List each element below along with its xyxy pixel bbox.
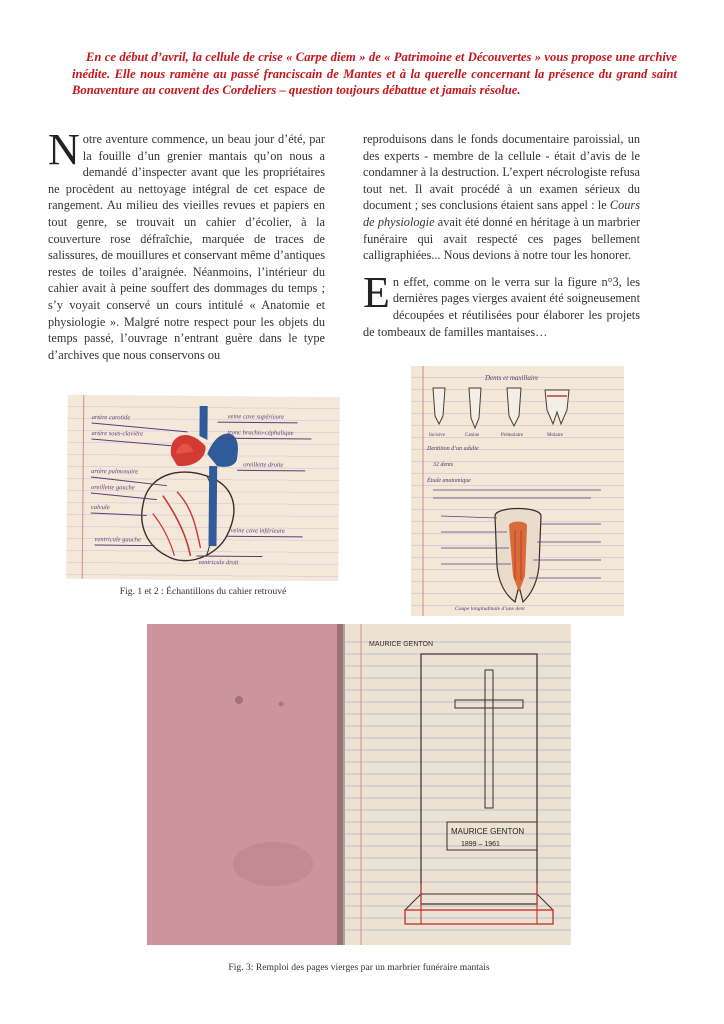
fig2-note-1: 32 dents — [433, 462, 454, 468]
heart-drawing — [66, 395, 340, 581]
tooth-drawing — [411, 366, 624, 616]
article-paragraph-2-text-b: avait été donné en héritage à un marbrier funéraire qui avait respecté ces pages bellement calligraphiées... Nous devions à notre tour les honorer. — [363, 214, 641, 263]
tomb-notebook-photo — [147, 624, 571, 945]
fig3-plaque-dates: 1899 – 1961 — [461, 841, 500, 848]
fig1-label-right-2: oreillette droite — [243, 461, 284, 469]
fig3-plaque-name: MAURICE GENTON — [451, 827, 525, 836]
article-paragraph-2 — [363, 131, 640, 264]
fig1-label-right-4: ventricule droit — [198, 558, 239, 567]
figure-3-tomb — [147, 624, 571, 945]
caption-fig-3: Fig. 3: Remploi des pages vierges par un marbrier funéraire mantais — [228, 962, 490, 973]
fig2-tooth-label-0: Incisive — [429, 433, 445, 438]
fig2-title: Dents et maxillaire — [485, 374, 539, 382]
article-paragraph-2-text-a: reproduisons dans le fonds documentaire paroissial, un des experts - membre de la cellule - était d’avis de le condamner à la destruction. L’expert nécrologiste refusa tout net. Il avait procédé à un examen sérieux du document ; ses conclusions étaient sans appel : le — [363, 132, 640, 213]
article-paragraph-1 — [48, 125, 325, 363]
fig1-label-left-1: artère sous-clavière — [91, 430, 144, 438]
fig1-label-left-3: oreillette gauche — [90, 484, 135, 492]
fig1-label-left-5: ventricule gauche — [94, 536, 141, 544]
article-paragraph-2-italic: Cours de physiologie — [363, 198, 640, 229]
article-paragraph-3-text: n effet, comme on le verra sur la figure n°3, les dernières pages vierges avaient été soigneusement découpées et réutilisées pour élaborer les projets de tombeaux de familles mantaises… — [363, 274, 640, 339]
fig2-note-0: Dentition d’un adulte — [427, 446, 479, 452]
fig1-label-left-4: valvule — [90, 504, 110, 512]
fig1-label-left-2: artère pulmonaire — [91, 468, 139, 476]
fig1-label-left-0: artère carotide — [91, 414, 131, 422]
fig2-note-2: Étude anatomique — [427, 478, 471, 484]
caption-fig-1-2: Fig. 1 et 2 : Échantillons du cahier retrouvé — [119, 586, 287, 597]
fig2-tooth-label-1: Canine — [465, 433, 480, 438]
article-column-left — [48, 125, 325, 363]
article-paragraph-3 — [363, 267, 640, 340]
dropcap-e: E — [363, 267, 390, 317]
fig2-tooth-label-2: Prémolaire — [501, 433, 523, 438]
fig3-header: MAURICE GENTON — [369, 641, 434, 648]
fig1-label-right-3: veine cave inférieure — [230, 527, 285, 535]
figure-1-heart — [66, 395, 340, 581]
article-paragraph-1-text: otre aventure commence, un beau jour d’été, par la fouille d’un grenier mantais qu’on nous a demandé d’inspecter avant que les propriétaires ne procèdent au nettoyage intégral de cet espace de rangement. Au milieu des vieilles revues et papiers en tout genre, se trouvait un cahier d’écolier, à la couverture rose défraîchie, marquée de traces de salissures, de mouillures et conservant même d’antiques restes de toiles d’araignée. Néanmoins, l’intérieur du cahier avait à peine souffert des dommages du temps ; s’y voyait conservé un cours intitulé « Anatomie et physiologie ». Malgré notre respect pour les objets du temps passé, l’ouvrage n’entrant guère dans le type d’archives que nous conservons ou — [48, 132, 325, 362]
fig1-label-right-0: veine cave supérieure — [227, 413, 285, 421]
fig1-label-right-1: tronc brachio-céphalique — [227, 429, 294, 437]
fig2-caption-bottom: Coupe longitudinale d’une dent — [455, 606, 525, 612]
figure-2-tooth — [411, 366, 624, 616]
fig2-tooth-label-3: Molaire — [547, 433, 563, 438]
dropcap-n: N — [48, 125, 80, 174]
article-column-right — [363, 131, 640, 340]
intro-paragraph: En ce début d’avril, la cellule de crise « Carpe diem » de « Patrimoine et Découvertes » vous propose une archive inédite. Elle nous ramène au passé franciscain de Mantes et à la querelle concernant la présence du grand saint Bonaventure au couvent des Cordeliers – question toujours débattue et jamais résolue. — [72, 50, 677, 98]
